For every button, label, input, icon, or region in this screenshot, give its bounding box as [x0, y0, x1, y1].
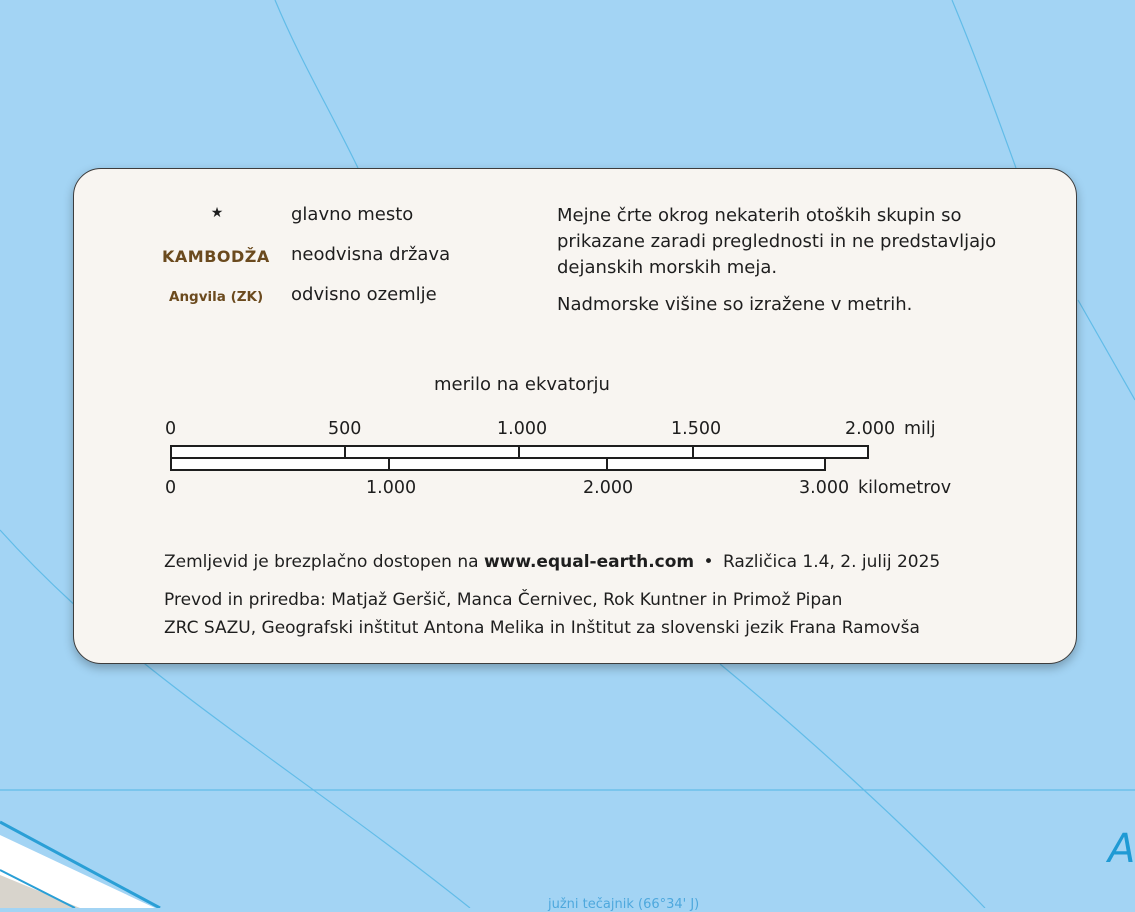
scale-mile-tick: 500: [328, 419, 362, 439]
scale-mile-tick: 1.000: [497, 419, 548, 439]
legend-label-dependency: odvisno ozemlje: [291, 284, 437, 305]
legend-symbol-dependency: Angvila (ZK): [169, 289, 264, 305]
legend-note-elevation: Nadmorske višine so izražene v metrih.: [557, 294, 913, 315]
scale-mile-tick: 0: [165, 419, 177, 439]
legend-panel: [73, 168, 1077, 664]
scale-km-tick: 1.000: [366, 478, 417, 498]
scale-mile-tick: 1.500: [671, 419, 722, 439]
scale-km-unit: kilometrov: [858, 478, 952, 498]
ocean-label: A: [1108, 826, 1135, 872]
scale-km-tick: 2.000: [583, 478, 634, 498]
scale-bar-km: [171, 458, 825, 470]
footer-website-link[interactable]: www.equal-earth.com: [483, 552, 695, 572]
footer-availability-text: Zemljevid je brezplačno dostopen na: [164, 552, 479, 572]
footer-version: Različica 1.4, 2. julij 2025: [722, 552, 941, 572]
legend-label-capital: glavno mesto: [291, 204, 414, 225]
legend-symbol-country: KAMBODŽA: [162, 247, 270, 266]
scale-title: merilo na ekvatorju: [434, 374, 610, 395]
legend-symbol-capital: [202, 205, 232, 221]
scale-km-tick: 0: [165, 478, 177, 498]
legend-note-borders: Mejne črte okrog nekaterih otoških skupin so prikazane zaradi preglednosti in ne predstavljajo dejanskih morskih meja.: [557, 205, 997, 278]
tropic-label: južni tečajnik (66°34' J): [548, 897, 700, 912]
legend-label-country: neodvisna država: [291, 244, 451, 265]
footer-separator: •: [703, 552, 714, 572]
scale-mile-unit: milj: [904, 419, 936, 439]
scale-km-tick: 3.000: [799, 478, 850, 498]
star-icon: ★: [210, 205, 224, 221]
scale-bar: [170, 445, 872, 473]
footer-institutions: ZRC SAZU, Geografski inštitut Antona Melika in Inštitut za slovenski jezik Frana Ramovša: [164, 618, 920, 638]
footer-availability: [164, 552, 940, 572]
footer-credits: Prevod in priredba: Matjaž Geršič, Manca Černivec, Rok Kuntner in Primož Pipan: [164, 590, 843, 610]
scale-mile-tick: 2.000: [845, 419, 896, 439]
